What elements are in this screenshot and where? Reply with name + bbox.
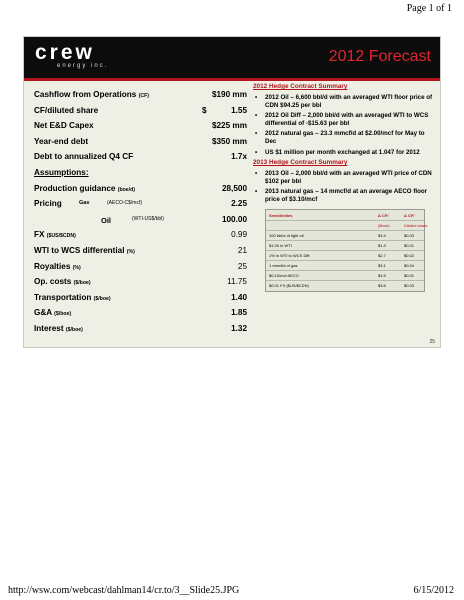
table-row: $1.00 in WTI $1.3 $0.01 [266,241,424,251]
sensitivities-subheader: ($mm) Diluted share [266,221,424,231]
hedge-2012-title: 2012 Hedge Contract Summary [253,83,348,90]
hedge-summary [253,83,434,292]
row-cashflow: Cashflow from Operations (CF) $190 mm [34,90,247,99]
print-date: 6/15/2012 [413,585,454,596]
slide-title: 2012 Forecast [328,48,431,65]
table-row: $0.01 FX ($US/$CDN) $3.6 $0.03 [269,283,415,289]
table-row: 100 bbl/d of light oil $3.4 $0.03 [266,231,424,241]
row-interest: Interest ($/boe) 1.32 [34,323,247,333]
hedge-2013-title: 2013 Hedge Contract Summary [253,159,348,167]
list-item: • US $1 million per month exchanged at 1.047 for 2012 [255,148,420,156]
table-row: $0.10/mcf AECO $1.5 $0.01 [266,271,424,281]
forecast-table [34,90,247,340]
print-page-indicator: Page 1 of 1 [406,3,452,14]
row-wti-wcs: WTI to WCS differential (%) 21 [34,245,247,255]
sensitivities-header: Sensitivities Δ CF/ Δ CF/ [266,211,424,221]
list-item: • 2012 Oil Diff – 2,000 bbl/d with an averaged WTI to WCS differential of -$15.63 per bbl [255,112,429,127]
row-fx: FX ($US/$CDN) 0.99 [34,230,247,240]
row-ga: G&A ($/boe) 1.85 [34,308,247,318]
row-debt-cf: Debt to annualized Q4 CF 1.7x [34,152,247,162]
crew-logo [35,43,108,69]
sensitivities-table [265,209,428,292]
list-item: • 2013 natural gas – 14 mmcf/d at an average AECO floor price of $3.10/mcf [255,188,428,203]
row-pricing-gas: Pricing Gas (AECO-C$/mcf) 2.25 [34,199,247,209]
row-pricing-oil: Oil (WTI-US$/bbl) 100.00 [101,214,247,225]
list-item: • 2012 Oil – 6,600 bbl/d with an averaged WTI floor price of CDN $94.25 per bbl [255,94,433,109]
row-transportation: Transportation ($/boe) 1.40 [34,292,247,302]
table-row: 1 mmcf/d of gas $3.1 $0.04 [266,261,424,271]
print-url: http://wsw.com/webcast/dahlman14/cr.to/3__Slide25.JPG [8,585,240,596]
logo-subtitle: energy inc. [57,63,109,69]
logo-wordmark: crew [35,41,95,64]
row-opcosts: Op. costs ($/boe) 11.75 [34,277,247,287]
assumptions-heading: Assumptions: [34,167,89,177]
table-row: 1% in WTI to WCS Diff. $2.7 $0.02 [266,251,424,261]
banner-divider [24,78,440,81]
list-item: • 2012 natural gas – 23.3 mmcf/d at $2.00/mcf for May to Dec [255,130,425,145]
row-debt: Year-end debt $350 mm [34,136,247,146]
list-item: • 2013 Oil – 2,000 bbl/d with an averaged WTI price of CDN $102 per bbl [255,170,432,185]
hedge-2013-list [253,170,434,203]
slide [23,36,441,348]
row-cf-share: CF/diluted share $ 1.55 [34,105,247,115]
hedge-2012-list [253,94,434,156]
slide-number: 25 [429,339,435,345]
row-capex: Net E&D Capex $225 mm [34,121,247,131]
slide-banner [24,37,440,78]
row-production: Production guidance (boe/d) 28,500 [34,183,247,193]
row-royalties: Royalties (%) 25 [34,261,247,271]
